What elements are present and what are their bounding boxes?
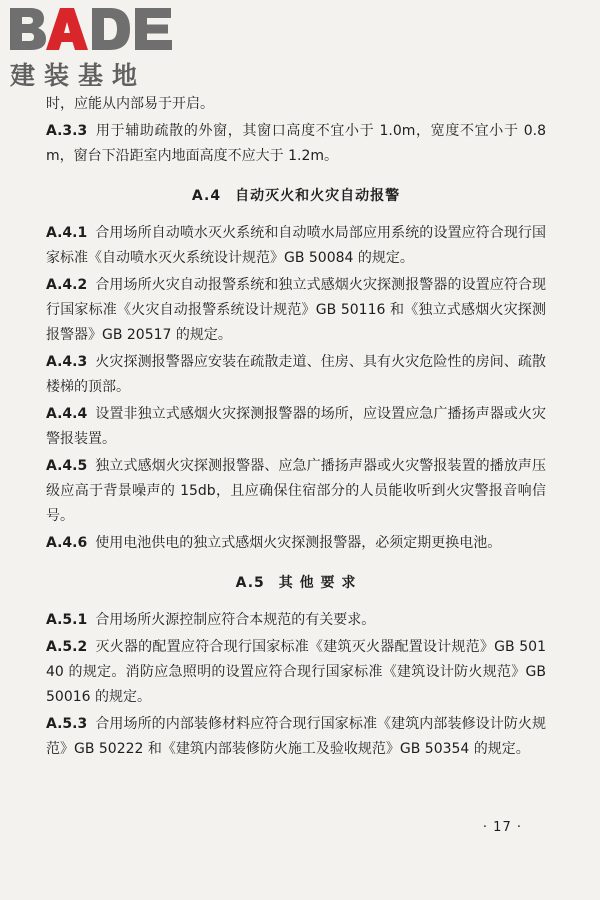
clause-a-4-5: [46, 454, 546, 529]
section-number: A.4: [191, 188, 222, 204]
clause-number: A.4.3: [46, 354, 88, 370]
clause-number: A.4.6: [46, 535, 88, 551]
clause-a-5-1: [46, 608, 546, 633]
section-number: A.5: [235, 575, 265, 591]
clause-a-4-4: [46, 402, 546, 452]
clause-text: 使用电池供电的独立式感烟火灾探测报警器，必须定期更换电池。: [95, 535, 502, 551]
bade-logo: [8, 4, 176, 92]
clause-a-3-3: [46, 119, 546, 169]
continued-text: 时，应能从内部易于开启。: [46, 96, 214, 112]
clause-number: A.5.2: [46, 639, 88, 655]
page-number: · 17 ·: [482, 820, 522, 835]
clause-a-4-1: [46, 221, 546, 271]
clause-a-4-6: [46, 531, 546, 556]
bade-wordmark-image: [8, 4, 176, 54]
clause-text: 合用场所自动喷水灭火系统和自动喷水局部应用系统的设置应符合现行国家标准《自动喷水灭火系统设计规范》GB 50084 的规定。: [46, 225, 546, 266]
section-title: 其 他 要 求: [278, 575, 357, 591]
clause-a-4-3: [46, 350, 546, 400]
clause-number: A.5.3: [46, 716, 88, 732]
clause-a-5-2: [46, 635, 546, 710]
clause-text: 合用场所火灾自动报警系统和独立式感烟火灾探测报警器的设置应符合现行国家标准《火灾自动报警系统设计规范》GB 50116 和《独立式感烟火灾探测报警器》GB 20517 的规定。: [46, 277, 546, 343]
clause-number: A.4.2: [46, 277, 88, 293]
clause-text: 独立式感烟火灾探测报警器、应急广播扬声器或火灾警报装置的播放声压级应高于背景噪声的 15db，且应确保住宿部分的人员能收听到火灾警报音响信号。: [46, 458, 546, 524]
clause-text: 合用场所的内部装修材料应符合现行国家标准《建筑内部装修设计防火规范》GB 50222 和《建筑内部装修防火施工及验收规范》GB 50354 的规定。: [46, 716, 546, 757]
clause-text: 用于辅助疏散的外窗，其窗口高度不宜小于 1.0m，宽度不宜小于 0.8m，窗台下沿距室内地面高度不应大于 1.2m。: [46, 123, 546, 164]
clause-number: A.5.1: [46, 612, 88, 628]
clause-a-4-2: [46, 273, 546, 348]
clause-text: 灭火器的配置应符合现行国家标准《建筑灭火器配置设计规范》GB 50140 的规定。消防应急照明的设置应符合现行国家标准《建筑设计防火规范》GB 50016 的规定。: [46, 639, 546, 705]
section-heading-a-4: [46, 183, 546, 209]
clause-text: 设置非独立式感烟火灾探测报警器的场所，应设置应急广播扬声器或火灾警报装置。: [46, 406, 546, 447]
document-body: [46, 92, 546, 762]
logo-subtitle: 建装基地: [10, 61, 147, 90]
clause-text: 火灾探测报警器应安装在疏散走道、住房、具有火灾危险性的房间、疏散楼梯的顶部。: [46, 354, 546, 395]
section-heading-a-5: [46, 570, 546, 596]
clause-number: A.3.3: [46, 123, 88, 139]
clause-number: A.4.1: [46, 225, 88, 241]
section-title: 自动灭火和火灾自动报警: [235, 188, 401, 204]
clause-number: A.4.4: [46, 406, 88, 422]
clause-a-5-3: [46, 712, 546, 762]
clause-number: A.4.5: [46, 458, 88, 474]
clause-text: 合用场所火源控制应符合本规范的有关要求。: [95, 612, 376, 628]
